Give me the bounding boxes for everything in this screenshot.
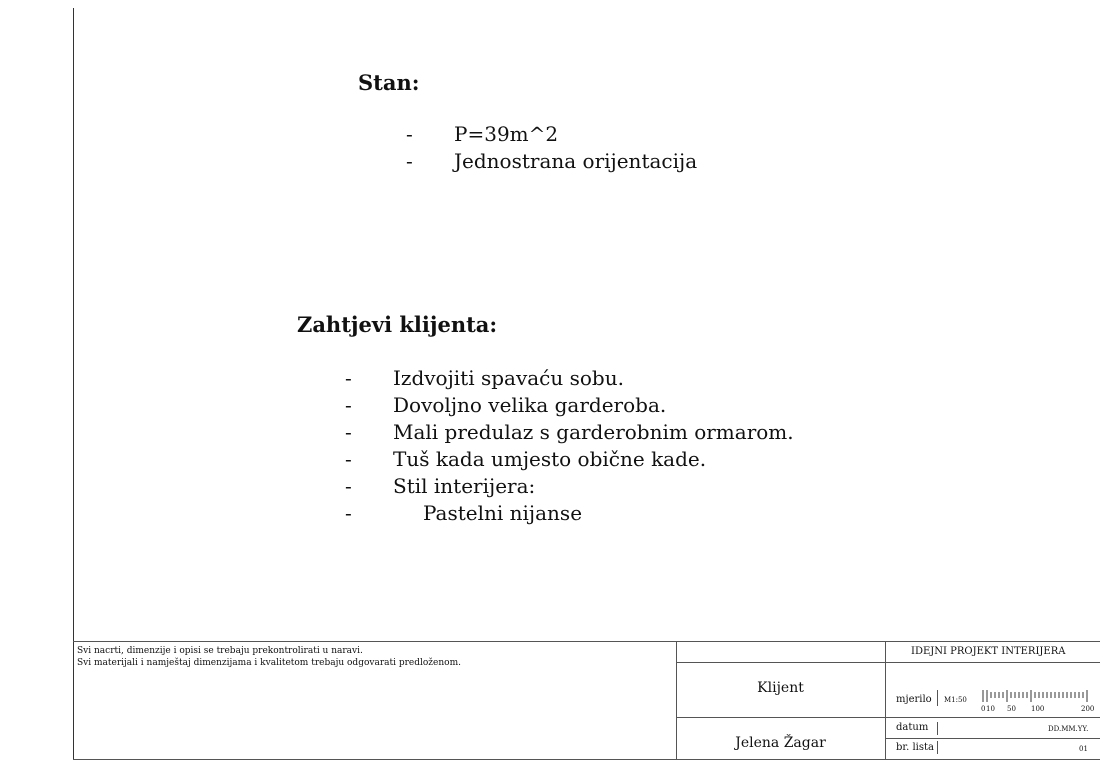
sheet-label: br. lista [896, 742, 934, 753]
divider [676, 662, 1100, 663]
scale-value: M1:50 [944, 696, 967, 704]
sheet-separator [937, 741, 938, 754]
list-item: - Izdvojiti spavaću sobu. [345, 366, 624, 390]
list-item: - Stil interijera: [345, 474, 536, 498]
stan-orientation: Jednostrana orijentacija [454, 149, 698, 173]
divider [676, 717, 1100, 718]
stan-heading: Stan: [358, 70, 420, 95]
project-title: IDEJNI PROJEKT INTERIJERA [911, 646, 1066, 657]
scale-label: mjerilo [896, 694, 932, 705]
list-item: - P=39m^2 [406, 122, 559, 146]
divider [885, 642, 886, 760]
scale-bar-graphic [981, 690, 1093, 704]
date-value: DD.MM.YY. [1048, 725, 1089, 733]
date-separator [937, 722, 938, 735]
stan-area: P=39m^2 [454, 122, 559, 146]
scale-separator [937, 690, 938, 706]
requirements-list [345, 365, 794, 527]
date-label: datum [896, 722, 929, 733]
client-name: Jelena Žagar [735, 735, 826, 751]
disclaimer-line: Svi nacrti, dimenzije i opisi se trebaju prekontrolirati u naravi. [77, 646, 363, 656]
disclaimer-line: Svi materijali i namještaj dimenzijama i kvalitetom trebaju odgovarati predloženom. [77, 658, 461, 668]
disclaimer-notes [77, 645, 461, 669]
list-item: - Mali predulaz s garderobnim ormarom. [345, 420, 794, 444]
title-block [73, 641, 1100, 760]
list-item: - Pastelni nijanse [345, 501, 583, 525]
stan-list [406, 121, 697, 175]
scale-tick-labels: 0 10 50 100 200 [981, 705, 1095, 713]
sheet-number: 01 [1079, 745, 1088, 753]
client-label: Klijent [757, 680, 804, 696]
list-item: - Jednostrana orijentacija [406, 149, 698, 173]
divider [885, 738, 1100, 739]
list-item: - Tuš kada umjesto obične kade. [345, 447, 707, 471]
list-item: - Dovoljno velika garderoba. [345, 393, 667, 417]
requirements-heading: Zahtjevi klijenta: [297, 312, 498, 337]
